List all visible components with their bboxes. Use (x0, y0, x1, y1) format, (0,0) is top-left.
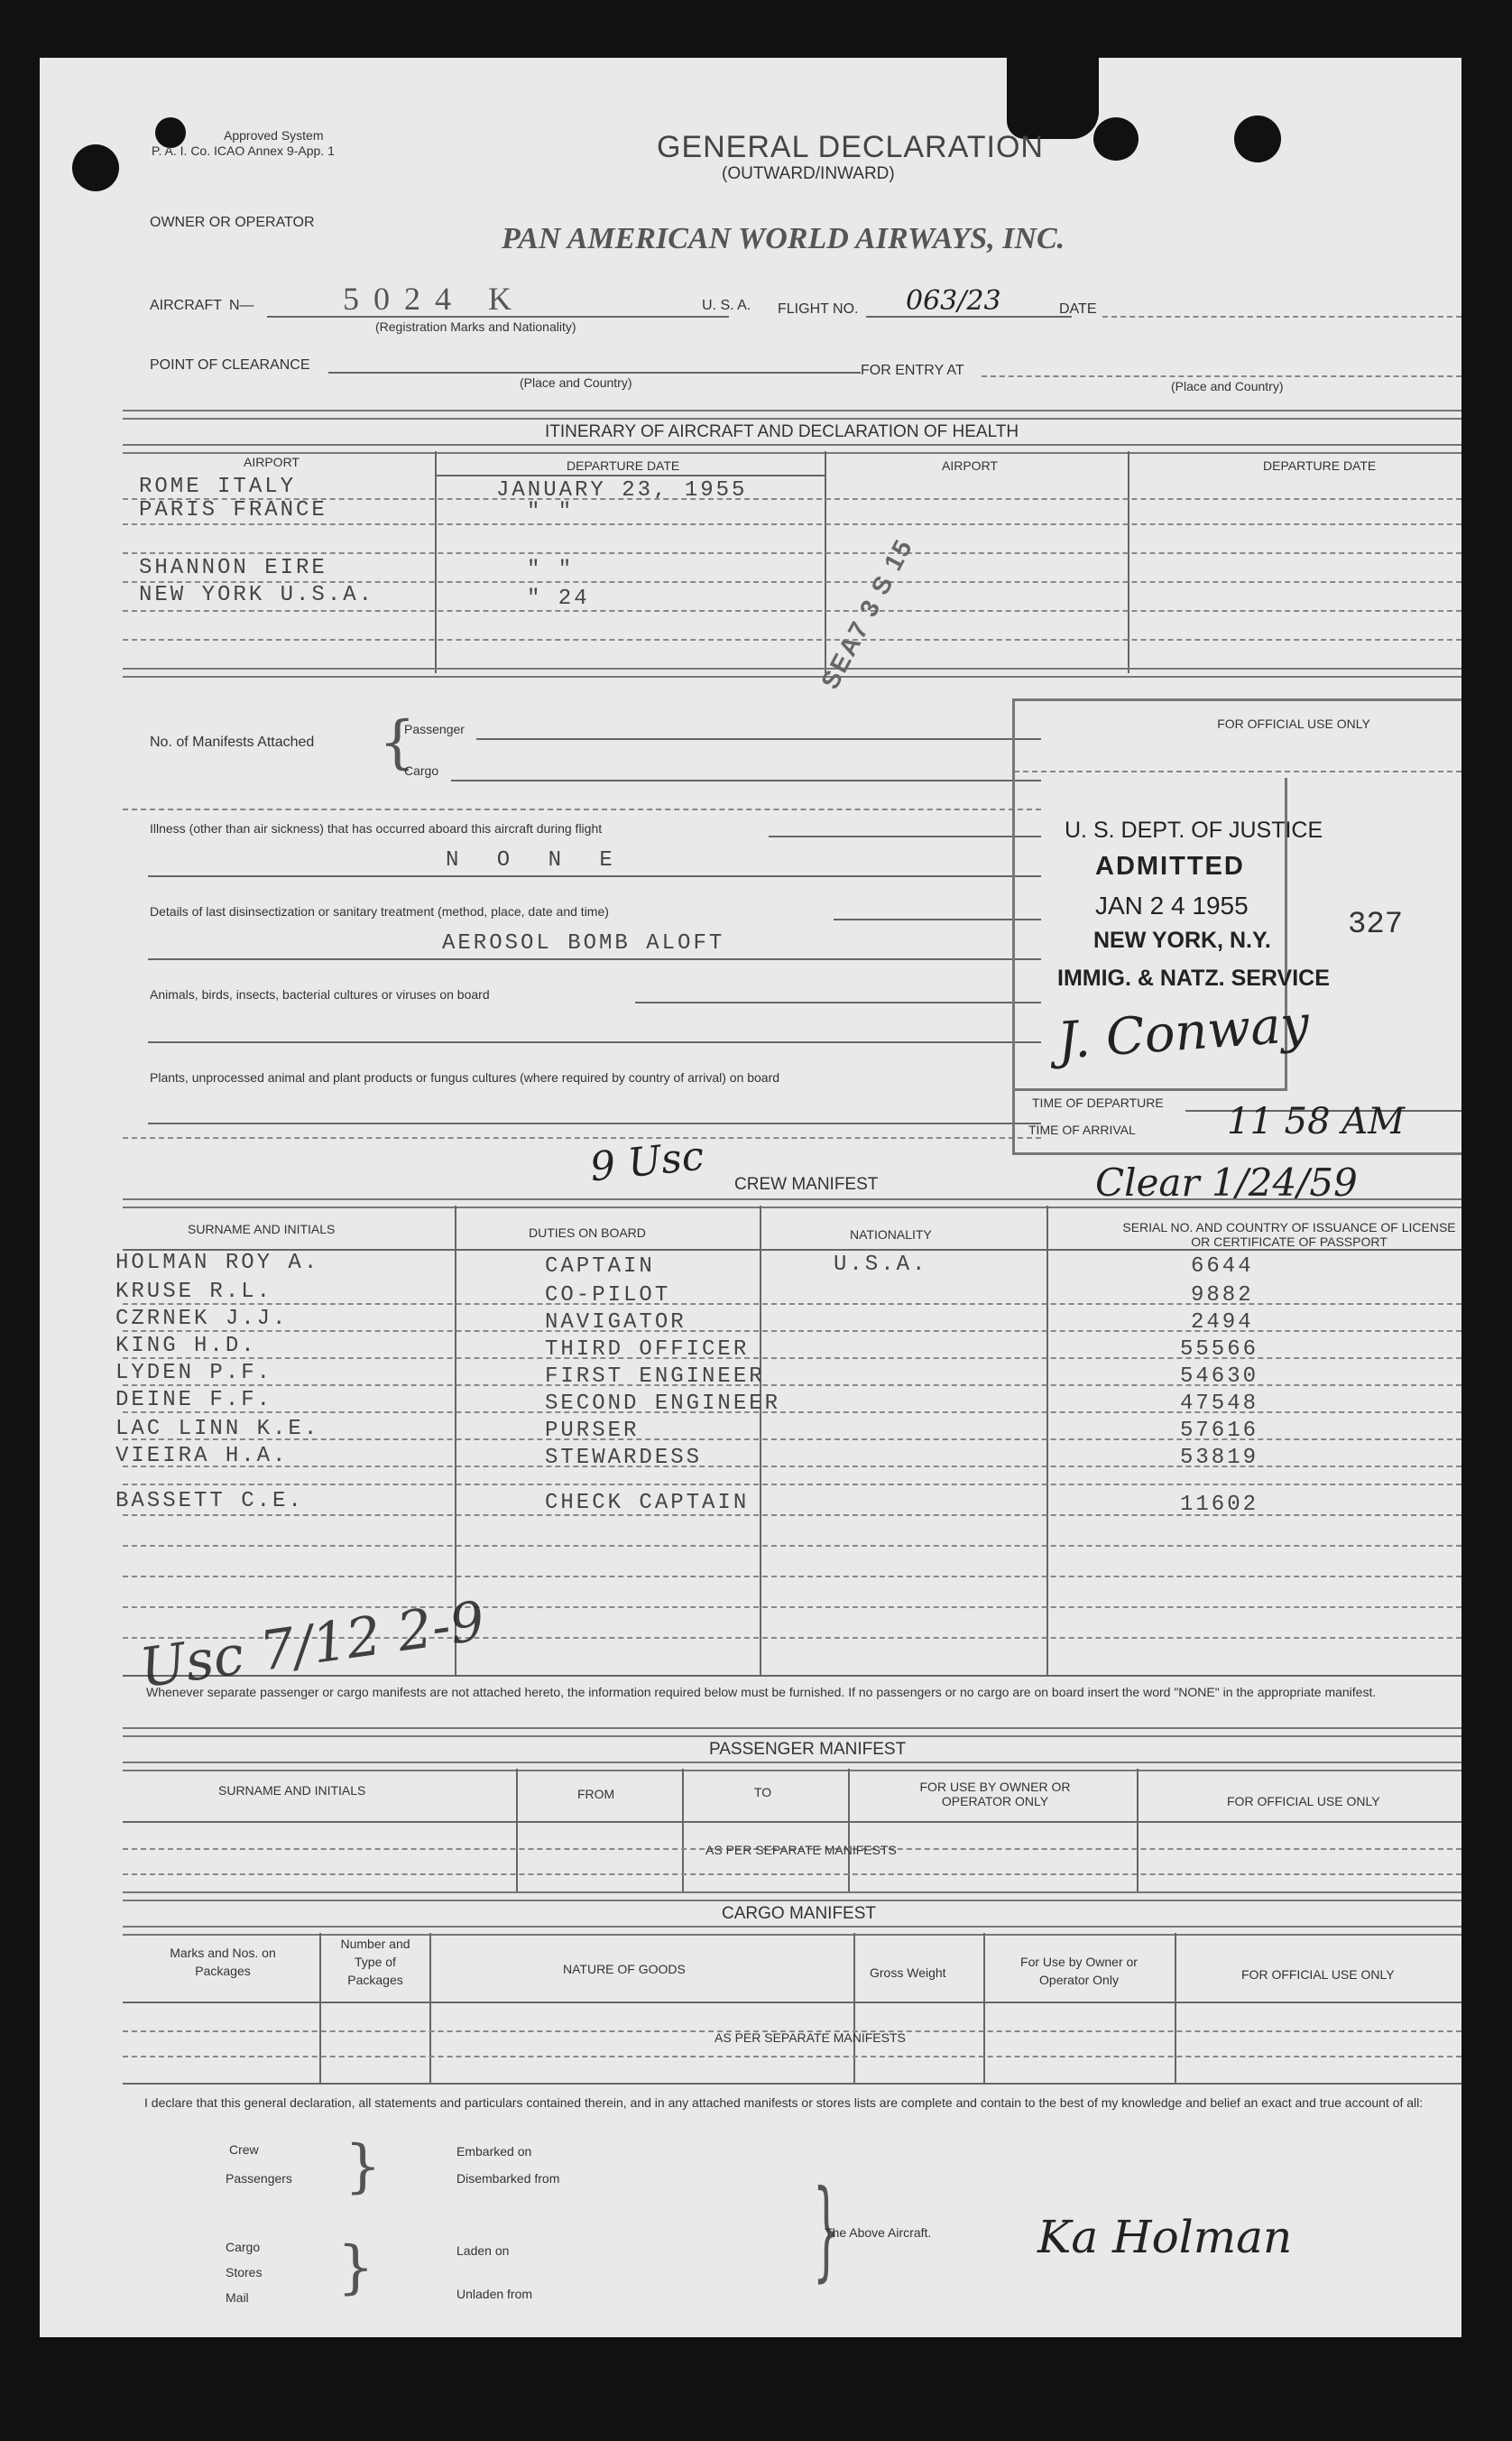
manifests-label: No. of Manifests Attached (150, 735, 315, 750)
clearance-label: POINT OF CLEARANCE (150, 357, 310, 373)
arrival-value: 11 58 AM (1227, 1101, 1406, 1142)
crew-duty: FIRST ENGINEER (545, 1364, 765, 1389)
crew-name: LYDEN P.F. (115, 1361, 273, 1385)
itinerary-date: JANUARY 23, 1955 (496, 478, 748, 503)
crew-serial: 54630 (1180, 1364, 1259, 1389)
pass-separate: AS PER SEPARATE MANIFESTS (705, 1843, 897, 1857)
itinerary-airport: SHANNON EIRE (139, 556, 327, 580)
illness-value: N O N E (446, 848, 625, 873)
crew-duty: SECOND ENGINEER (545, 1392, 781, 1416)
crew-name: LAC LINN K.E. (115, 1417, 320, 1441)
crew-title: CREW MANIFEST (734, 1175, 879, 1194)
pass-col-surname: SURNAME AND INITIALS (218, 1783, 366, 1798)
crew-duty: PURSER (545, 1419, 640, 1443)
footer-disembarked: Disembarked from (456, 2171, 560, 2186)
footer-stores: Stores (226, 2265, 263, 2279)
date-label: DATE (1059, 301, 1097, 317)
time-arrival-label: TIME OF ARRIVAL (1028, 1123, 1136, 1137)
footer-laden: Laden on (456, 2243, 510, 2258)
cargo-label: Cargo (404, 763, 439, 778)
footer-unladen: Unladen from (456, 2287, 533, 2301)
crew-duty: CAPTAIN (545, 1254, 655, 1279)
place-country-1: (Place and Country) (520, 375, 632, 390)
itinerary-airport: PARIS FRANCE (139, 498, 327, 522)
footer-mail: Mail (226, 2290, 249, 2305)
crew-note: 9 Usc (587, 1133, 706, 1191)
manifest-note: Whenever separate passenger or cargo manifests are not attached hereto, the information required below must be furnished. If no passengers or no cargo are on board insert the word "NONE" in the appropriate manifest. (146, 1685, 1377, 1699)
approved-system: Approved System (224, 128, 324, 143)
pass-col-to: TO (754, 1785, 772, 1799)
page-subtitle: (OUTWARD/INWARD) (722, 164, 895, 183)
footer-crew: Crew (229, 2142, 259, 2157)
col-nationality: NATIONALITY (850, 1227, 932, 1242)
footer-passengers: Passengers (226, 2171, 292, 2186)
crew-duty: STEWARDESS (545, 1446, 703, 1470)
time-departure-label: TIME OF DEPARTURE (1032, 1096, 1164, 1110)
stamp-line-2: ADMITTED (1095, 852, 1245, 881)
flight-value: 063/23 (906, 285, 1001, 317)
brace-icon: } (812, 2168, 841, 2293)
cargo-col-owner: For Use by Owner or Operator Only (1020, 1955, 1138, 1987)
cargo-col-official: FOR OFFICIAL USE ONLY (1241, 1967, 1395, 1982)
crew-duty: CO-PILOT (545, 1283, 671, 1308)
aircraft-value: 5024 K (343, 281, 526, 317)
crew-name: DEINE F.F. (115, 1388, 273, 1412)
itinerary-date: " " (527, 500, 575, 524)
col-duties: DUTIES ON BOARD (529, 1225, 646, 1240)
crew-serial: 11602 (1180, 1493, 1259, 1517)
crew-nationality: U.S.A. (834, 1253, 928, 1277)
pass-col-official: FOR OFFICIAL USE ONLY (1227, 1794, 1380, 1808)
usa-label: U. S. A. (702, 298, 751, 313)
crew-name: KING H.D. (115, 1334, 257, 1358)
col-serial: SERIAL NO. AND COUNTRY OF ISSUANCE OF LICENSE OR CERTIFICATE OF PASSPORT (1122, 1220, 1456, 1249)
entry-label: FOR ENTRY AT (861, 363, 964, 378)
col-airport: AIRPORT (244, 455, 300, 469)
footer-cargo: Cargo (226, 2240, 261, 2254)
pass-col-from: FROM (577, 1787, 615, 1801)
cargo-col-number: Number and Type of Packages (340, 1937, 410, 1987)
col-airport-2: AIRPORT (942, 458, 998, 473)
owner-label: OWNER OR OPERATOR (150, 215, 315, 230)
place-country-2: (Place and Country) (1171, 379, 1284, 393)
crew-name: BASSETT C.E. (115, 1489, 304, 1513)
punch-hole (1093, 117, 1139, 161)
entry-number: 327 (1348, 908, 1404, 942)
col-departure-2: DEPARTURE DATE (1263, 458, 1377, 473)
col-surname: SURNAME AND INITIALS (188, 1222, 336, 1236)
animals-label: Animals, birds, insects, bacterial cultures or viruses on board (150, 987, 490, 1002)
passenger-label: Passenger (404, 722, 465, 736)
crew-serial: 55566 (1180, 1337, 1259, 1362)
declaration-form (40, 58, 1461, 2337)
crew-serial: 53819 (1180, 1446, 1259, 1470)
cargo-col-weight: Gross Weight (870, 1965, 946, 1980)
illness-label: Illness (other than air sickness) that has occurred aboard this aircraft during flight (150, 821, 603, 836)
stamp-service: IMMIG. & NATZ. SERVICE (1057, 966, 1330, 991)
inspector-signature: J. Conway (1056, 994, 1312, 1071)
approved-ref: P. A. I. Co. ICAO Annex 9-App. 1 (152, 143, 335, 158)
crew-serial: 47548 (1180, 1392, 1259, 1416)
crew-name: VIEIRA H.A. (115, 1444, 289, 1468)
owner-value: PAN AMERICAN WORLD AIRWAYS, INC. (502, 222, 1065, 255)
punch-hole (72, 144, 119, 191)
itinerary-date: " " (527, 558, 575, 582)
footer-embarked: Embarked on (456, 2144, 532, 2159)
itinerary-date: " 24 (527, 587, 590, 611)
page-title: GENERAL DECLARATION (657, 130, 1044, 164)
declaration-text: I declare that this general declaration, all statements and particulars contained therein, and in any attached manifests or stores lists are complete and contain to the best of my knowledge and belief an exact and true account of all: (144, 2095, 1424, 2110)
plants-label: Plants, unprocessed animal and plant products or fungus cultures (where required by country of arrival) on board (150, 1070, 780, 1085)
punch-hole (1234, 116, 1281, 162)
crew-serial: 6644 (1191, 1254, 1254, 1279)
brace-icon: { (379, 709, 416, 776)
disinsect-value: AEROSOL BOMB ALOFT (442, 931, 725, 956)
stamp-line-1: U. S. DEPT. OF JUSTICE (1065, 818, 1323, 843)
crew-duty: NAVIGATOR (545, 1310, 687, 1335)
clear-note: Clear 1/24/59 (1095, 1160, 1358, 1205)
cargo-separate: AS PER SEPARATE MANIFESTS (715, 2030, 906, 2045)
stamp-place: NEW YORK, N.Y. (1093, 928, 1271, 953)
passenger-title: PASSENGER MANIFEST (709, 1740, 907, 1759)
official-header: FOR OFFICIAL USE ONLY (1217, 717, 1370, 731)
torn-edge (1007, 58, 1099, 139)
footer-above-aircraft: The Above Aircraft. (825, 2225, 932, 2240)
pass-col-owner: FOR USE BY OWNER OR OPERATOR ONLY (919, 1780, 1071, 1808)
itinerary-title: ITINERARY OF AIRCRAFT AND DECLARATION OF HEALTH (545, 422, 1019, 441)
crew-duty: THIRD OFFICER (545, 1337, 750, 1362)
crew-serial: 2494 (1191, 1310, 1254, 1335)
itinerary-airport: ROME ITALY (139, 475, 297, 499)
stamp-date: JAN 2 4 1955 (1095, 892, 1249, 920)
cargo-col-marks: Marks and Nos. on Packages (170, 1946, 276, 1978)
crew-name: CZRNEK J.J. (115, 1307, 289, 1331)
cargo-col-nature: NATURE OF GOODS (563, 1962, 686, 1976)
col-departure: DEPARTURE DATE (567, 458, 680, 473)
brace-icon: } (345, 2133, 382, 2200)
crew-duty: CHECK CAPTAIN (545, 1491, 750, 1515)
crew-serial: 9882 (1191, 1283, 1254, 1308)
disinsect-label: Details of last disinsectization or sanitary treatment (method, place, date and time) (150, 904, 609, 919)
aircraft-prefix: N— (229, 298, 254, 313)
crew-name: KRUSE R.L. (115, 1280, 273, 1304)
crew-name: HOLMAN ROY A. (115, 1251, 320, 1275)
registration-note: (Registration Marks and Nationality) (375, 319, 576, 334)
crew-serial: 57616 (1180, 1419, 1259, 1443)
diagonal-stamp: SEA7 3 S 15 (816, 533, 918, 694)
aircraft-label: AIRCRAFT (150, 298, 222, 313)
cargo-title: CARGO MANIFEST (722, 1904, 877, 1923)
flight-label: FLIGHT NO. (778, 301, 859, 317)
brace-icon: } (337, 2234, 374, 2301)
crew-handwriting: Usc 7/12 2-9 (135, 1589, 489, 1701)
captain-signature: Ka Holman (1037, 2211, 1293, 2263)
itinerary-airport: NEW YORK U.S.A. (139, 583, 375, 607)
